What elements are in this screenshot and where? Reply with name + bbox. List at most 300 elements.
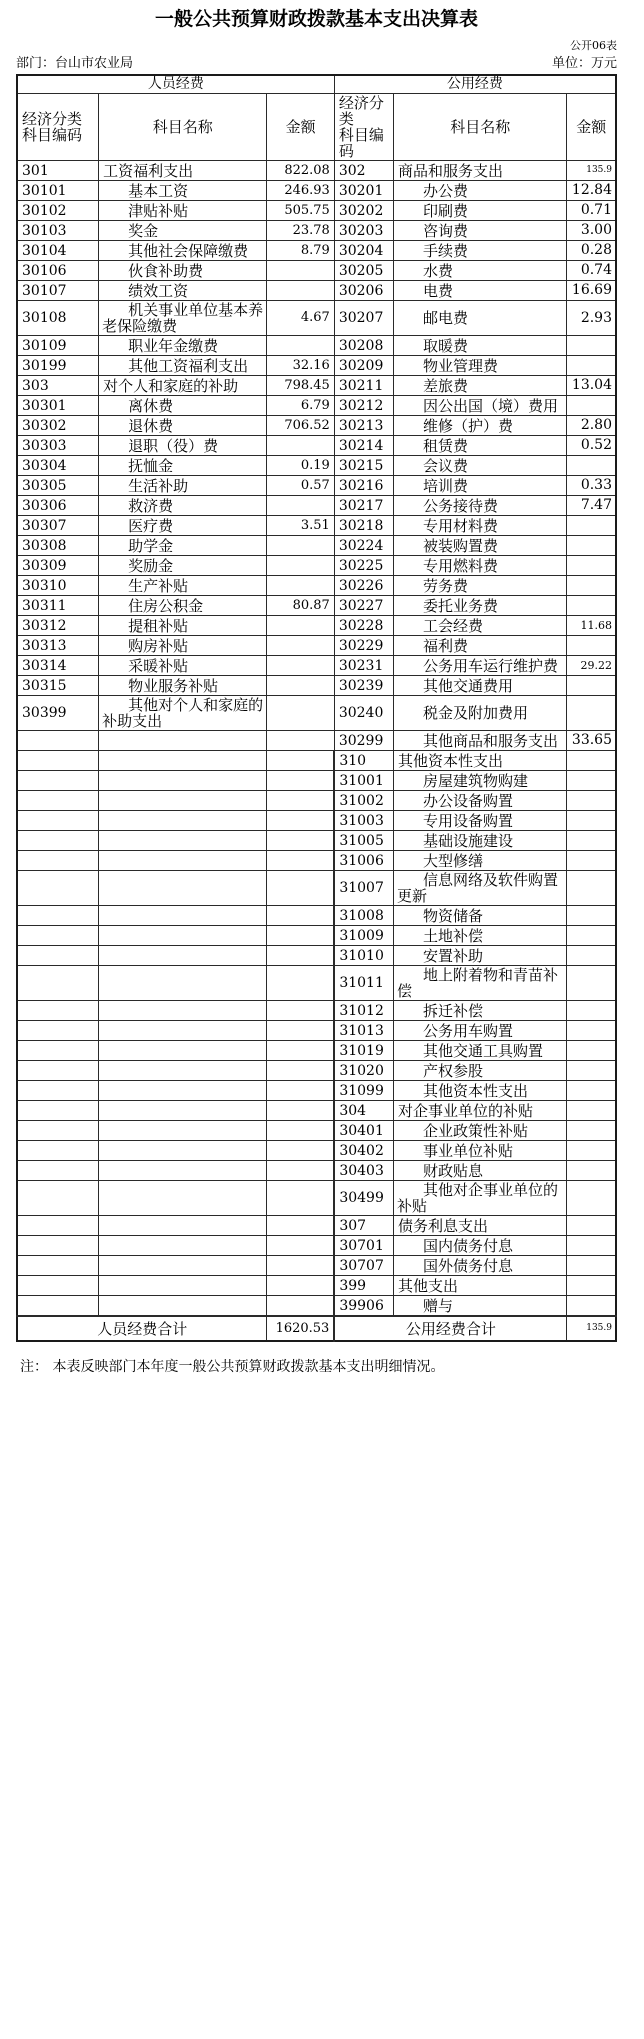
code-cell	[17, 1276, 99, 1296]
code-cell	[17, 1101, 99, 1121]
amount-cell: 16.69	[567, 281, 616, 301]
subject-name-cell: 生活补助	[99, 476, 267, 496]
table-row	[17, 946, 616, 966]
subject-name-cell	[99, 926, 267, 946]
subject-name-cell: 邮电费	[394, 301, 567, 336]
amount-cell: 798.45	[267, 376, 334, 396]
subject-name-cell: 生产补贴	[99, 576, 267, 596]
table-row	[17, 831, 616, 851]
table-row	[17, 811, 616, 831]
table-row	[17, 851, 616, 871]
amount-cell: 32.16	[267, 356, 334, 376]
amount-cell: 80.87	[267, 596, 334, 616]
subject-name-cell	[99, 1276, 267, 1296]
subject-name-cell: 职业年金缴费	[99, 336, 267, 356]
amount-cell	[567, 576, 616, 596]
subject-name-cell	[99, 1081, 267, 1101]
amount-cell: 6.79	[267, 396, 334, 416]
subject-name-cell: 对企事业单位的补贴	[394, 1101, 567, 1121]
code-cell: 30401	[334, 1121, 393, 1141]
left-code-header: 经济分类 科目编码	[17, 94, 99, 161]
subject-name-cell: 基础设施建设	[394, 831, 567, 851]
amount-cell: 11.68	[567, 616, 616, 636]
subject-name-cell	[99, 811, 267, 831]
subject-name-cell: 其他资本性支出	[394, 751, 567, 771]
amount-cell	[567, 926, 616, 946]
amount-cell	[267, 831, 334, 851]
amount-cell: 0.71	[567, 201, 616, 221]
subject-name-cell: 拆迁补偿	[394, 1001, 567, 1021]
code-cell: 31013	[334, 1021, 393, 1041]
subject-name-cell: 奖励金	[99, 556, 267, 576]
subject-name-cell: 印刷费	[394, 201, 567, 221]
code-cell: 30211	[334, 376, 393, 396]
code-cell: 30104	[17, 241, 99, 261]
code-cell: 31010	[334, 946, 393, 966]
right-name-header: 科目名称	[394, 94, 567, 161]
subject-name-cell: 救济费	[99, 496, 267, 516]
table-row	[17, 301, 616, 336]
table-row	[17, 281, 616, 301]
subject-name-cell: 维修（护）费	[394, 416, 567, 436]
subject-name-cell: 债务利息支出	[394, 1216, 567, 1236]
subject-name-cell: 物业服务补贴	[99, 676, 267, 696]
code-cell: 301	[17, 161, 99, 181]
table-row	[17, 556, 616, 576]
code-cell: 30216	[334, 476, 393, 496]
table-row	[17, 241, 616, 261]
code-cell: 30701	[334, 1236, 393, 1256]
amount-cell	[267, 1101, 334, 1121]
page	[16, 0, 617, 1376]
code-cell: 31009	[334, 926, 393, 946]
table-row	[17, 1101, 616, 1121]
amount-cell	[567, 676, 616, 696]
code-cell: 30239	[334, 676, 393, 696]
code-cell	[17, 1061, 99, 1081]
unit-label: 单位：万元	[551, 56, 617, 71]
amount-cell	[567, 906, 616, 926]
amount-cell	[567, 1041, 616, 1061]
subject-name-cell: 大型修缮	[394, 851, 567, 871]
personnel-section-header: 人员经费	[17, 75, 334, 94]
amount-cell	[267, 536, 334, 556]
table-row	[17, 1081, 616, 1101]
subject-name-cell: 住房公积金	[99, 596, 267, 616]
code-cell	[17, 1236, 99, 1256]
total-row	[17, 1316, 616, 1341]
table-row	[17, 871, 616, 906]
amount-cell	[267, 1276, 334, 1296]
amount-cell	[567, 1216, 616, 1236]
subject-name-cell: 商品和服务支出	[394, 161, 567, 181]
code-cell: 30201	[334, 181, 393, 201]
table-number: 公开06表	[570, 39, 617, 52]
code-cell: 30204	[334, 241, 393, 261]
table-row	[17, 356, 616, 376]
amount-cell	[567, 1121, 616, 1141]
code-cell: 31012	[334, 1001, 393, 1021]
table-row	[17, 1296, 616, 1317]
table-row	[17, 396, 616, 416]
code-cell: 30102	[17, 201, 99, 221]
subject-name-cell	[99, 1101, 267, 1121]
amount-cell	[267, 1061, 334, 1081]
code-cell: 30213	[334, 416, 393, 436]
section-header-row	[17, 75, 616, 94]
table-row	[17, 1181, 616, 1216]
subject-name-cell: 地上附着物和青苗补偿	[394, 966, 567, 1001]
subject-name-cell: 手续费	[394, 241, 567, 261]
table-row	[17, 1141, 616, 1161]
table-row	[17, 261, 616, 281]
subject-name-cell: 物业管理费	[394, 356, 567, 376]
amount-cell	[267, 1021, 334, 1041]
amount-cell	[567, 811, 616, 831]
code-cell	[17, 871, 99, 906]
code-cell: 31002	[334, 791, 393, 811]
amount-cell: 2.80	[567, 416, 616, 436]
note: 注： 本表反映部门本年度一般公共预算财政拨款基本支出明细情况。	[20, 1359, 445, 1375]
code-cell: 31011	[334, 966, 393, 1001]
meta-row	[16, 56, 617, 72]
amount-cell	[567, 1001, 616, 1021]
table-row	[17, 1276, 616, 1296]
amount-cell	[267, 851, 334, 871]
table-row	[17, 376, 616, 396]
amount-cell	[267, 811, 334, 831]
amount-cell: 3.51	[267, 516, 334, 536]
subject-name-cell	[99, 1216, 267, 1236]
subject-name-cell: 赠与	[394, 1296, 567, 1317]
code-cell: 30403	[334, 1161, 393, 1181]
subject-name-cell: 退休费	[99, 416, 267, 436]
subject-name-cell: 产权参股	[394, 1061, 567, 1081]
table-row	[17, 221, 616, 241]
subject-name-cell: 专用设备购置	[394, 811, 567, 831]
subject-name-cell: 津贴补贴	[99, 201, 267, 221]
amount-cell	[267, 676, 334, 696]
amount-cell	[567, 751, 616, 771]
subject-name-cell: 电费	[394, 281, 567, 301]
amount-cell	[267, 1081, 334, 1101]
subject-name-cell	[99, 946, 267, 966]
amount-cell	[267, 926, 334, 946]
amount-cell	[267, 1236, 334, 1256]
amount-cell	[567, 1296, 616, 1317]
code-cell	[17, 1296, 99, 1317]
code-cell: 31003	[334, 811, 393, 831]
table-row	[17, 161, 616, 181]
table-row	[17, 336, 616, 356]
amount-cell: 7.47	[567, 496, 616, 516]
subject-name-cell: 其他交通工具购置	[394, 1041, 567, 1061]
subject-name-cell: 其他支出	[394, 1276, 567, 1296]
subject-name-cell: 其他社会保障缴费	[99, 241, 267, 261]
subject-name-cell: 退职（役）费	[99, 436, 267, 456]
code-cell: 30214	[334, 436, 393, 456]
amount-cell	[567, 336, 616, 356]
code-cell: 30212	[334, 396, 393, 416]
amount-cell: 8.79	[267, 241, 334, 261]
code-cell: 310	[334, 751, 393, 771]
code-cell: 30309	[17, 556, 99, 576]
amount-cell	[567, 1101, 616, 1121]
amount-cell	[267, 656, 334, 676]
code-cell: 30103	[17, 221, 99, 241]
subject-name-cell	[99, 1001, 267, 1021]
subject-name-cell	[99, 771, 267, 791]
table-row	[17, 201, 616, 221]
amount-cell	[267, 616, 334, 636]
table-row	[17, 416, 616, 436]
amount-cell: 0.19	[267, 456, 334, 476]
subject-name-cell: 办公费	[394, 181, 567, 201]
code-cell: 30240	[334, 696, 393, 731]
code-cell: 30707	[334, 1256, 393, 1276]
amount-cell	[267, 261, 334, 281]
amount-cell: 3.00	[567, 221, 616, 241]
table-row	[17, 181, 616, 201]
subject-name-cell: 绩效工资	[99, 281, 267, 301]
subject-name-cell: 税金及附加费用	[394, 696, 567, 731]
code-cell	[17, 1141, 99, 1161]
subject-name-cell: 财政贴息	[394, 1161, 567, 1181]
table-row	[17, 1256, 616, 1276]
subject-name-cell: 国内债务付息	[394, 1236, 567, 1256]
code-cell: 31019	[334, 1041, 393, 1061]
subject-name-cell: 咨询费	[394, 221, 567, 241]
table-row	[17, 1041, 616, 1061]
amount-cell	[567, 771, 616, 791]
code-cell: 30226	[334, 576, 393, 596]
amount-cell	[267, 1216, 334, 1236]
code-cell: 30313	[17, 636, 99, 656]
amount-cell: 0.33	[567, 476, 616, 496]
code-cell: 31007	[334, 871, 393, 906]
code-cell: 30315	[17, 676, 99, 696]
table-row	[17, 636, 616, 656]
amount-cell	[267, 966, 334, 1001]
code-cell: 303	[17, 376, 99, 396]
subject-name-cell: 基本工资	[99, 181, 267, 201]
subject-name-cell	[99, 1041, 267, 1061]
amount-cell	[567, 1256, 616, 1276]
amount-cell	[267, 436, 334, 456]
amount-cell	[567, 596, 616, 616]
amount-cell	[567, 516, 616, 536]
subject-name-cell: 其他对个人和家庭的补助支出	[99, 696, 267, 731]
amount-cell	[567, 396, 616, 416]
code-cell: 31005	[334, 831, 393, 851]
expenditure-table	[16, 74, 617, 1342]
subject-name-cell: 信息网络及软件购置更新	[394, 871, 567, 906]
subject-name-cell: 专用燃料费	[394, 556, 567, 576]
subject-name-cell: 办公设备购置	[394, 791, 567, 811]
code-cell: 304	[334, 1101, 393, 1121]
subject-name-cell	[99, 871, 267, 906]
page-title: 一般公共预算财政拨款基本支出决算表	[154, 8, 478, 30]
subject-name-cell: 其他资本性支出	[394, 1081, 567, 1101]
amount-cell: 23.78	[267, 221, 334, 241]
amount-cell: 246.93	[267, 181, 334, 201]
subject-name-cell	[99, 1141, 267, 1161]
table-row	[17, 751, 616, 771]
code-cell: 30224	[334, 536, 393, 556]
amount-cell: 33.65	[567, 731, 616, 751]
table-row	[17, 791, 616, 811]
table-row	[17, 436, 616, 456]
table-row	[17, 456, 616, 476]
table-row	[17, 1121, 616, 1141]
code-cell: 30310	[17, 576, 99, 596]
amount-cell: 2.93	[567, 301, 616, 336]
personnel-total-amount: 1620.53	[267, 1316, 334, 1341]
table-row	[17, 926, 616, 946]
code-cell: 30207	[334, 301, 393, 336]
subject-name-cell: 培训费	[394, 476, 567, 496]
amount-cell	[267, 1121, 334, 1141]
amount-cell: 135.9	[567, 161, 616, 181]
code-cell	[17, 1161, 99, 1181]
code-cell: 30218	[334, 516, 393, 536]
subject-name-cell	[99, 851, 267, 871]
subject-name-cell: 提租补贴	[99, 616, 267, 636]
code-cell: 30307	[17, 516, 99, 536]
table-body	[17, 161, 616, 1317]
subject-name-cell	[99, 1256, 267, 1276]
code-cell: 30107	[17, 281, 99, 301]
code-cell: 30231	[334, 656, 393, 676]
amount-cell	[567, 1236, 616, 1256]
subject-name-cell: 离休费	[99, 396, 267, 416]
code-cell: 30314	[17, 656, 99, 676]
subject-name-cell: 福利费	[394, 636, 567, 656]
subject-name-cell: 安置补助	[394, 946, 567, 966]
code-cell: 30199	[17, 356, 99, 376]
subject-name-cell: 房屋建筑物购建	[394, 771, 567, 791]
amount-cell: 0.57	[267, 476, 334, 496]
amount-cell	[567, 1061, 616, 1081]
public-total-amount: 135.9	[567, 1316, 616, 1341]
subject-name-cell: 会议费	[394, 456, 567, 476]
subject-name-cell: 工会经费	[394, 616, 567, 636]
table-row	[17, 616, 616, 636]
amount-cell	[267, 1296, 334, 1317]
subject-name-cell	[99, 1236, 267, 1256]
amount-cell	[267, 556, 334, 576]
amount-cell: 4.67	[267, 301, 334, 336]
subject-name-cell	[99, 906, 267, 926]
subject-name-cell: 购房补贴	[99, 636, 267, 656]
code-cell: 30225	[334, 556, 393, 576]
table-row	[17, 576, 616, 596]
table-row	[17, 906, 616, 926]
subject-name-cell: 抚恤金	[99, 456, 267, 476]
subject-name-cell: 机关事业单位基本养老保险缴费	[99, 301, 267, 336]
amount-cell: 13.04	[567, 376, 616, 396]
amount-cell: 12.84	[567, 181, 616, 201]
code-cell: 30215	[334, 456, 393, 476]
subject-name-cell	[99, 831, 267, 851]
subject-name-cell: 取暖费	[394, 336, 567, 356]
code-cell: 30399	[17, 696, 99, 731]
amount-cell	[567, 1161, 616, 1181]
code-cell: 31099	[334, 1081, 393, 1101]
subject-name-cell	[99, 751, 267, 771]
table-row	[17, 696, 616, 731]
amount-cell	[267, 1041, 334, 1061]
subject-name-cell: 因公出国（境）费用	[394, 396, 567, 416]
subject-name-cell: 事业单位补贴	[394, 1141, 567, 1161]
code-cell: 30305	[17, 476, 99, 496]
code-cell	[17, 791, 99, 811]
subject-name-cell: 租赁费	[394, 436, 567, 456]
amount-cell	[267, 1001, 334, 1021]
amount-cell	[267, 1141, 334, 1161]
subject-name-cell: 国外债务付息	[394, 1256, 567, 1276]
left-name-header: 科目名称	[99, 94, 267, 161]
code-cell: 30308	[17, 536, 99, 556]
amount-cell: 29.22	[567, 656, 616, 676]
code-cell: 30499	[334, 1181, 393, 1216]
code-cell: 30304	[17, 456, 99, 476]
amount-cell	[567, 946, 616, 966]
subject-name-cell: 专用材料费	[394, 516, 567, 536]
code-cell	[17, 811, 99, 831]
amount-cell	[267, 576, 334, 596]
subject-name-cell: 对个人和家庭的补助	[99, 376, 267, 396]
right-code-header: 经济分类 科目编码	[334, 94, 393, 161]
subject-name-cell: 其他工资福利支出	[99, 356, 267, 376]
code-cell	[17, 946, 99, 966]
amount-cell	[567, 1181, 616, 1216]
subject-name-cell: 委托业务费	[394, 596, 567, 616]
code-cell: 30108	[17, 301, 99, 336]
table-row	[17, 516, 616, 536]
amount-cell	[267, 751, 334, 771]
left-amount-header: 金额	[267, 94, 334, 161]
code-cell	[17, 1081, 99, 1101]
subject-name-cell: 企业政策性补贴	[394, 1121, 567, 1141]
table-row	[17, 771, 616, 791]
amount-cell: 0.52	[567, 436, 616, 456]
amount-cell	[267, 871, 334, 906]
amount-cell	[267, 906, 334, 926]
table-row	[17, 596, 616, 616]
subject-name-cell	[99, 1121, 267, 1141]
code-cell	[17, 1041, 99, 1061]
subject-name-cell: 其他对企事业单位的补贴	[394, 1181, 567, 1216]
code-cell: 31001	[334, 771, 393, 791]
code-cell: 302	[334, 161, 393, 181]
subject-name-cell	[99, 791, 267, 811]
amount-cell	[267, 771, 334, 791]
table-row	[17, 676, 616, 696]
code-cell: 31008	[334, 906, 393, 926]
code-cell	[17, 771, 99, 791]
amount-cell	[267, 1181, 334, 1216]
code-cell	[17, 851, 99, 871]
code-cell: 30299	[334, 731, 393, 751]
code-cell	[17, 831, 99, 851]
code-cell: 30227	[334, 596, 393, 616]
subject-name-cell	[99, 1296, 267, 1317]
code-cell: 399	[334, 1276, 393, 1296]
table-row	[17, 731, 616, 751]
code-cell: 30301	[17, 396, 99, 416]
table-row	[17, 1161, 616, 1181]
